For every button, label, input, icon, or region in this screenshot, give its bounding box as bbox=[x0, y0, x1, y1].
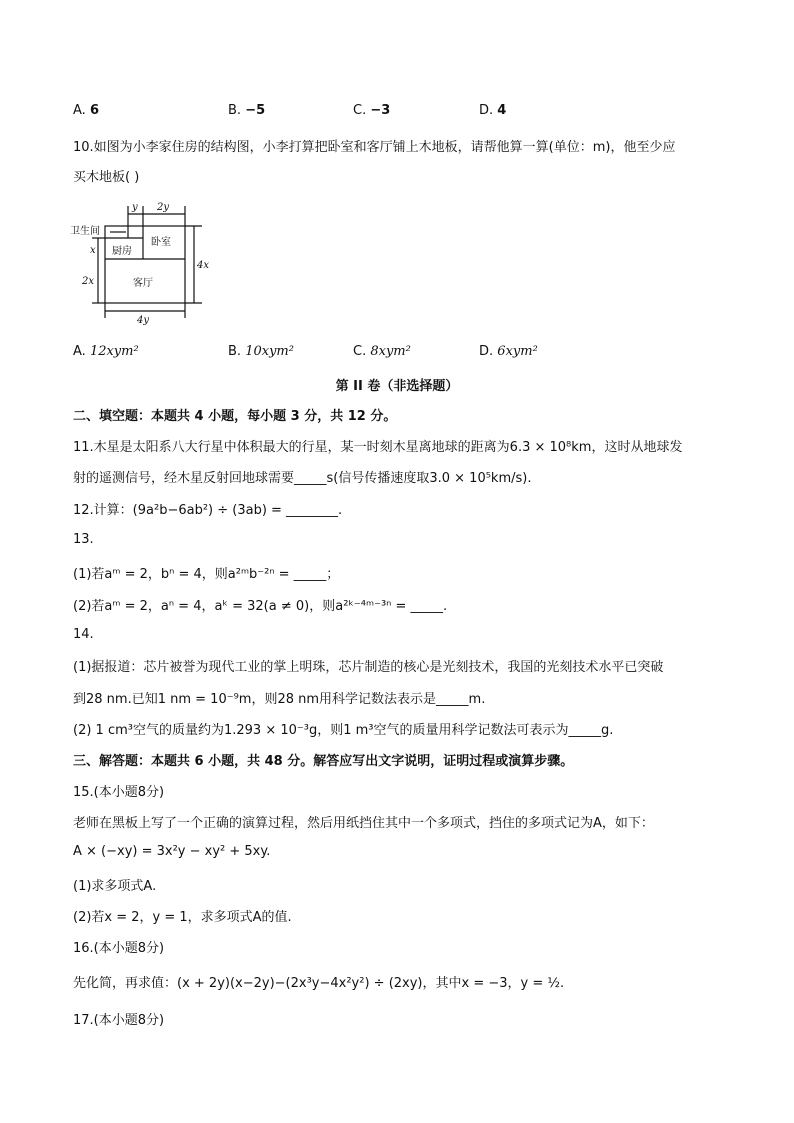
q14-number: 14. bbox=[73, 627, 94, 642]
section3-header: 三、解答题：本题共 6 小题，共 48 分。解答应写出文字说明，证明过程或演算步骤。 bbox=[73, 754, 574, 769]
label-living: 客厅 bbox=[133, 278, 153, 289]
dim-y: y bbox=[132, 202, 138, 213]
q9-option-a: A. 6 bbox=[73, 103, 99, 118]
q9-option-c: C. −3 bbox=[353, 103, 391, 118]
label-kitchen: 厨房 bbox=[112, 246, 132, 257]
q11-line1: 11.木星是太阳系八大行星中体积最大的行星，某一时刻木星离地球的距离为6.3 × 10⁸km，这时从地球发 bbox=[73, 440, 683, 455]
q10-stem-line2: 买木地板( ) bbox=[73, 170, 140, 185]
q17-head: 17.(本小题8分) bbox=[73, 1013, 165, 1028]
q14-part1-line1: (1)据报道：芯片被誉为现代工业的掌上明珠，芯片制造的核心是光刻技术，我国的光刻技术水平已突破 bbox=[73, 660, 664, 675]
floor-plan-figure bbox=[70, 196, 220, 326]
dim-4y: 4y bbox=[137, 315, 150, 326]
q15-line3: (1)求多项式A. bbox=[73, 879, 157, 894]
part2-title: 第 II 卷（非选择题） bbox=[335, 379, 459, 394]
q10-stem-line1: 10.如图为小李家住房的结构图，小李打算把卧室和客厅铺上木地板，请帮他算一算(单位：m)，他至少应 bbox=[73, 140, 676, 155]
q10-option-c: C. 8xym² bbox=[353, 344, 411, 359]
q10-option-b: B. 10xym² bbox=[228, 344, 294, 359]
q12: 12.计算：(9a²b−6ab²) ÷ (3ab) = ________. bbox=[73, 503, 343, 518]
q13-part1: (1)若aᵐ = 2，bⁿ = 4，则a²ᵐb⁻²ⁿ = _____； bbox=[73, 567, 340, 582]
q14-part2: (2) 1 cm³空气的质量约为1.293 × 10⁻³g，则1 m³空气的质量用科学记数法可表示为_____g. bbox=[73, 723, 614, 738]
q9-option-d: D. 4 bbox=[479, 103, 507, 118]
q15-head: 15.(本小题8分) bbox=[73, 785, 165, 800]
q10-option-d: D. 6xym² bbox=[479, 344, 538, 359]
q14-part1-line2: 到28 nm.已知1 nm = 10⁻⁹m，则28 nm用科学记数法表示是_____m. bbox=[73, 692, 486, 707]
q13-part2: (2)若aᵐ = 2，aⁿ = 4，aᵏ = 32(a ≠ 0)，则a²ᵏ⁻⁴ᵐ⁻³ⁿ = _____. bbox=[73, 599, 448, 614]
section2-header: 二、填空题：本题共 4 小题，每小题 3 分，共 12 分。 bbox=[73, 409, 397, 424]
q9-option-b: B. −5 bbox=[228, 103, 266, 118]
q16-head: 16.(本小题8分) bbox=[73, 941, 165, 956]
dim-2x: 2x bbox=[82, 276, 95, 287]
label-bathroom: 卫生间 bbox=[70, 226, 100, 237]
q13-number: 13. bbox=[73, 532, 94, 547]
q15-line4: (2)若x = 2，y = 1，求多项式A的值. bbox=[73, 910, 292, 925]
label-bedroom: 卧室 bbox=[151, 237, 171, 248]
dim-2y: 2y bbox=[157, 202, 170, 213]
q11-line2: 射的遥测信号，经木星反射回地球需要_____s(信号传播速度取3.0 × 10⁵km/s). bbox=[73, 471, 532, 486]
q16-line1: 先化简，再求值：(x + 2y)(x−2y)−(2x³y−4x²y²) ÷ (2xy)，其中x = −3，y = ½. bbox=[73, 976, 565, 991]
q15-line1: 老师在黑板上写了一个正确的演算过程，然后用纸挡住其中一个多项式，挡住的多项式记为A，如下： bbox=[73, 816, 654, 831]
q15-line2: A × (−xy) = 3x²y − xy² + 5xy. bbox=[73, 844, 271, 859]
dim-x: x bbox=[90, 245, 96, 256]
dim-4x: 4x bbox=[197, 260, 210, 271]
q10-option-a: A. 12xym² bbox=[73, 344, 139, 359]
